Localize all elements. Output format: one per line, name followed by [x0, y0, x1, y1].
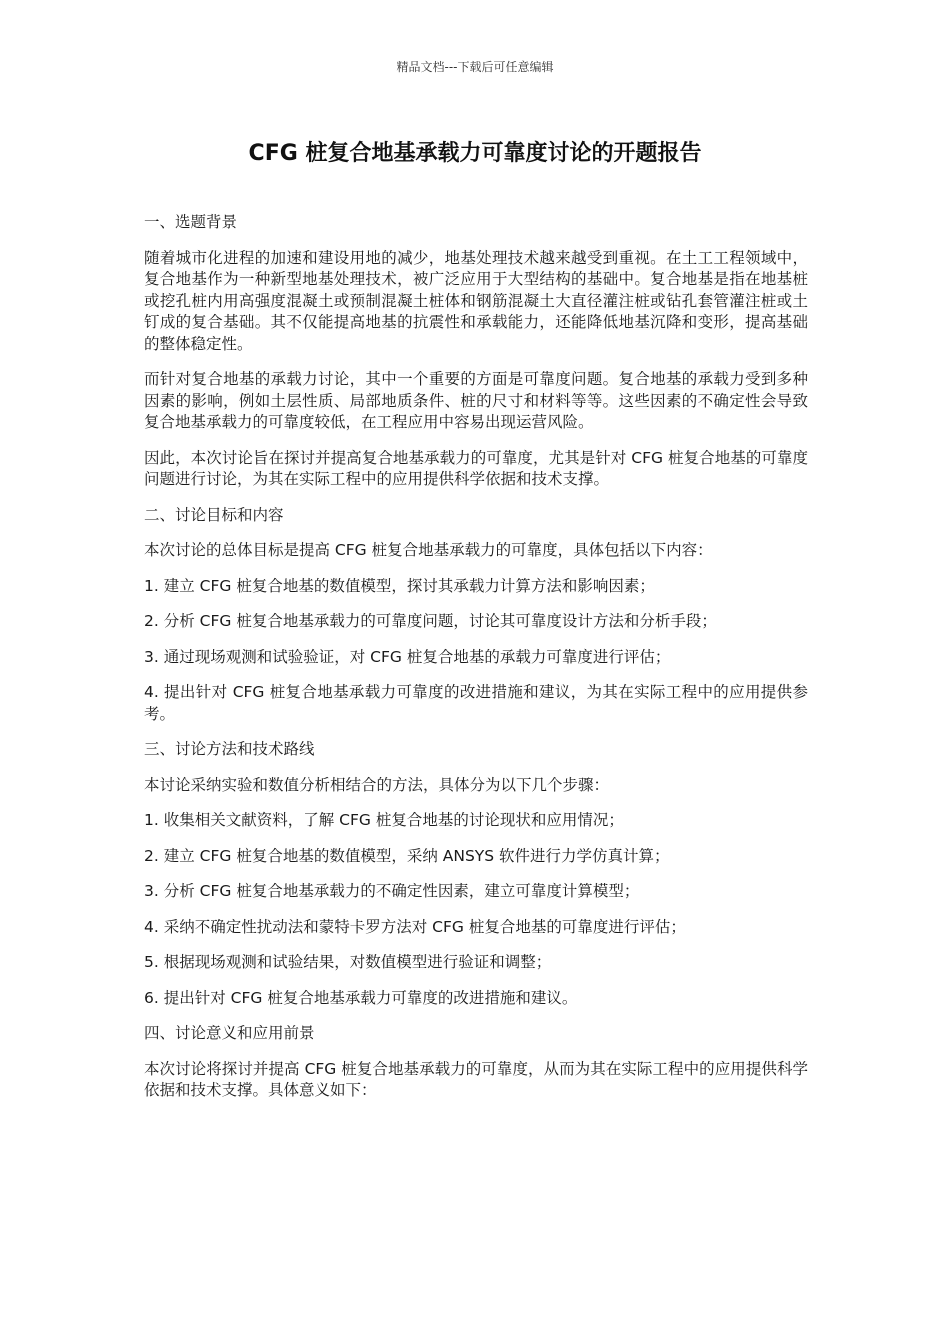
list-item: 3. 通过现场观测和试验验证，对 CFG 桩复合地基的承载力可靠度进行评估；: [144, 647, 671, 666]
paragraph: 因此，本次讨论旨在探讨并提高复合地基承载力的可靠度，尤其是针对 CFG 桩复合地基的可靠度问题进行讨论，为其在实际工程中的应用提供科学依据和技术支撑。: [144, 448, 808, 488]
list-item: 3. 分析 CFG 桩复合地基承载力的不确定性因素，建立可靠度计算模型；: [144, 882, 640, 900]
document-title: CFG 桩复合地基承载力可靠度讨论的开题报告: [248, 141, 702, 166]
list-item: 4. 提出针对 CFG 桩复合地基承载力可靠度的改进措施和建议，为其在实际工程中的应用提供参考。: [144, 683, 808, 723]
list-item: 1. 收集相关文献资料，了解 CFG 桩复合地基的讨论现状和应用情况；: [144, 811, 624, 829]
paragraph: 本次讨论将探讨并提高 CFG 桩复合地基承载力的可靠度，从而为其在实际工程中的应用提供科学依据和技术支撑。具体意义如下：: [144, 1059, 808, 1099]
paragraph: 本讨论采纳实验和数值分析相结合的方法，具体分为以下几个步骤：: [144, 775, 610, 794]
document-body: [144, 212, 808, 1116]
list-item: 1. 建立 CFG 桩复合地基的数值模型，探讨其承载力计算方法和影响因素；: [144, 576, 655, 595]
list-item: 2. 分析 CFG 桩复合地基承载力的可靠度问题，讨论其可靠度设计方法和分析手段；: [144, 612, 717, 630]
list-item: 6. 提出针对 CFG 桩复合地基承载力可靠度的改进措施和建议。: [144, 988, 578, 1007]
list-item: 4. 采纳不确定性扰动法和蒙特卡罗方法对 CFG 桩复合地基的可靠度进行评估；: [144, 917, 686, 936]
page-header: 精品文档---下载后可任意编辑: [396, 60, 554, 74]
paragraph: 随着城市化进程的加速和建设用地的减少，地基处理技术越来越受到重视。在土工工程领域中，复合地基作为一种新型地基处理技术，被广泛应用于大型结构的基础中。复合地基是指在地基桩或挖孔桩内用高强度混凝土或预制混凝土桩体和钢筋混凝土大直径灌注桩或钻孔套管灌注桩或土钉成的复合基础。其不仅能提高地基的抗震性和承载能力，还能降低地基沉降和变形，提高基础的整体稳定性。: [144, 248, 808, 353]
section-heading: 四、讨论意义和应用前景: [144, 1024, 315, 1042]
paragraph: 而针对复合地基的承载力讨论，其中一个重要的方面是可靠度问题。复合地基的承载力受到多种因素的影响，例如土层性质、局部地质条件、桩的尺寸和材料等等。这些因素的不确定性会导致复合地基承载力的可靠度较低，在工程应用中容易出现运营风险。: [144, 370, 808, 431]
paragraph: 本次讨论的总体目标是提高 CFG 桩复合地基承载力的可靠度，具体包括以下内容：: [144, 541, 713, 559]
section-heading: 三、讨论方法和技术路线: [144, 740, 315, 758]
list-item: 2. 建立 CFG 桩复合地基的数值模型，采纳 ANSYS 软件进行力学仿真计算；: [144, 846, 670, 865]
section-heading: 一、选题背景: [144, 213, 238, 231]
list-item: 5. 根据现场观测和试验结果，对数值模型进行验证和调整；: [144, 953, 552, 971]
section-heading: 二、讨论目标和内容: [144, 505, 284, 524]
